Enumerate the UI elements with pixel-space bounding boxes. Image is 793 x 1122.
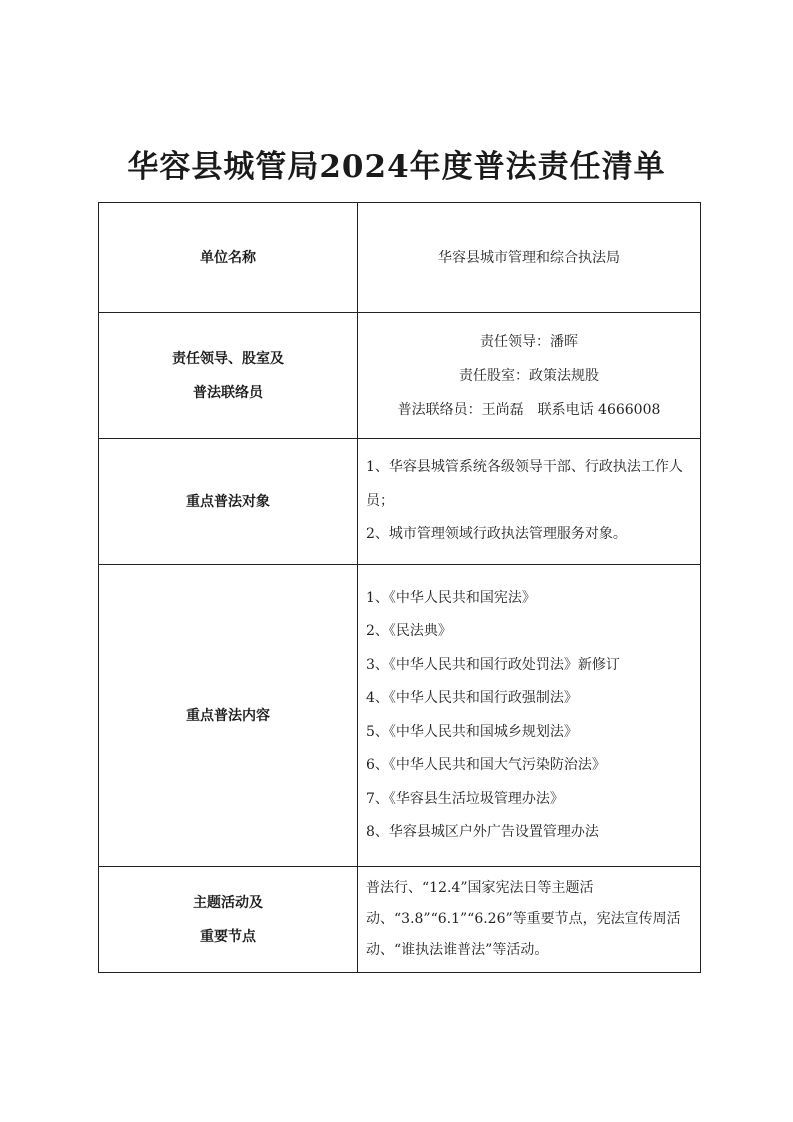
list-item: 1、《中华人民共和国宪法》 [366,589,536,606]
contents-value [358,565,701,867]
table-row-activities [99,867,701,973]
targets-value [358,439,701,565]
list-item: 5、《中华人民共和国城乡规划法》 [366,723,578,740]
responsible-label-line: 普法联络员 [193,384,263,401]
activities-label [99,867,358,973]
unit-name-value: 华容县城市管理和综合执法局 [358,203,701,313]
table-row-responsible [99,313,701,439]
activities-label-line: 主题活动及 [193,894,263,911]
list-item: 8、华容县城区户外广告设置管理办法 [366,824,599,840]
table-row-contents [99,565,701,867]
list-item: 4、《中华人民共和国行政强制法》 [366,690,578,706]
list-item: 7、《华容县生活垃圾管理办法》 [366,790,564,807]
activities-label-line: 重要节点 [200,928,256,945]
contents-label: 重点普法内容 [99,565,358,867]
responsible-label [99,313,358,439]
table-row-targets [99,439,701,565]
responsible-section: 责任股室：政策法规股 [459,367,599,384]
list-item: 2、《民法典》 [366,623,452,639]
responsible-leader: 责任领导：潘晖 [480,333,578,350]
liaison-contact: 普法联络员：王尚磊 联系电话 4666008 [397,401,661,418]
responsibility-table [98,202,701,973]
activities-value: 普法行、“12.4”国家宪法日等主题活动、“3.8”“6.1”“6.26”等重要节点，宪法宣传周活动、“谁执法谁普法”等活动。 [358,867,701,973]
targets-label: 重点普法对象 [99,439,358,565]
list-item: 6、《中华人民共和国大气污染防治法》 [366,757,606,773]
list-item: 1、华容县城管系统各级领导干部、行政执法工作人员； [366,459,683,509]
list-item: 3、《中华人民共和国行政处罚法》新修订 [366,656,620,673]
responsible-label-line: 责任领导、股室及 [172,350,284,367]
unit-name-label: 单位名称 [99,203,358,313]
page-title: 华容县城管局2024年度普法责任清单 [127,149,666,185]
list-item: 2、城市管理领域行政执法管理服务对象。 [366,526,627,543]
table-row-unit [99,203,701,313]
responsible-value [358,313,701,439]
